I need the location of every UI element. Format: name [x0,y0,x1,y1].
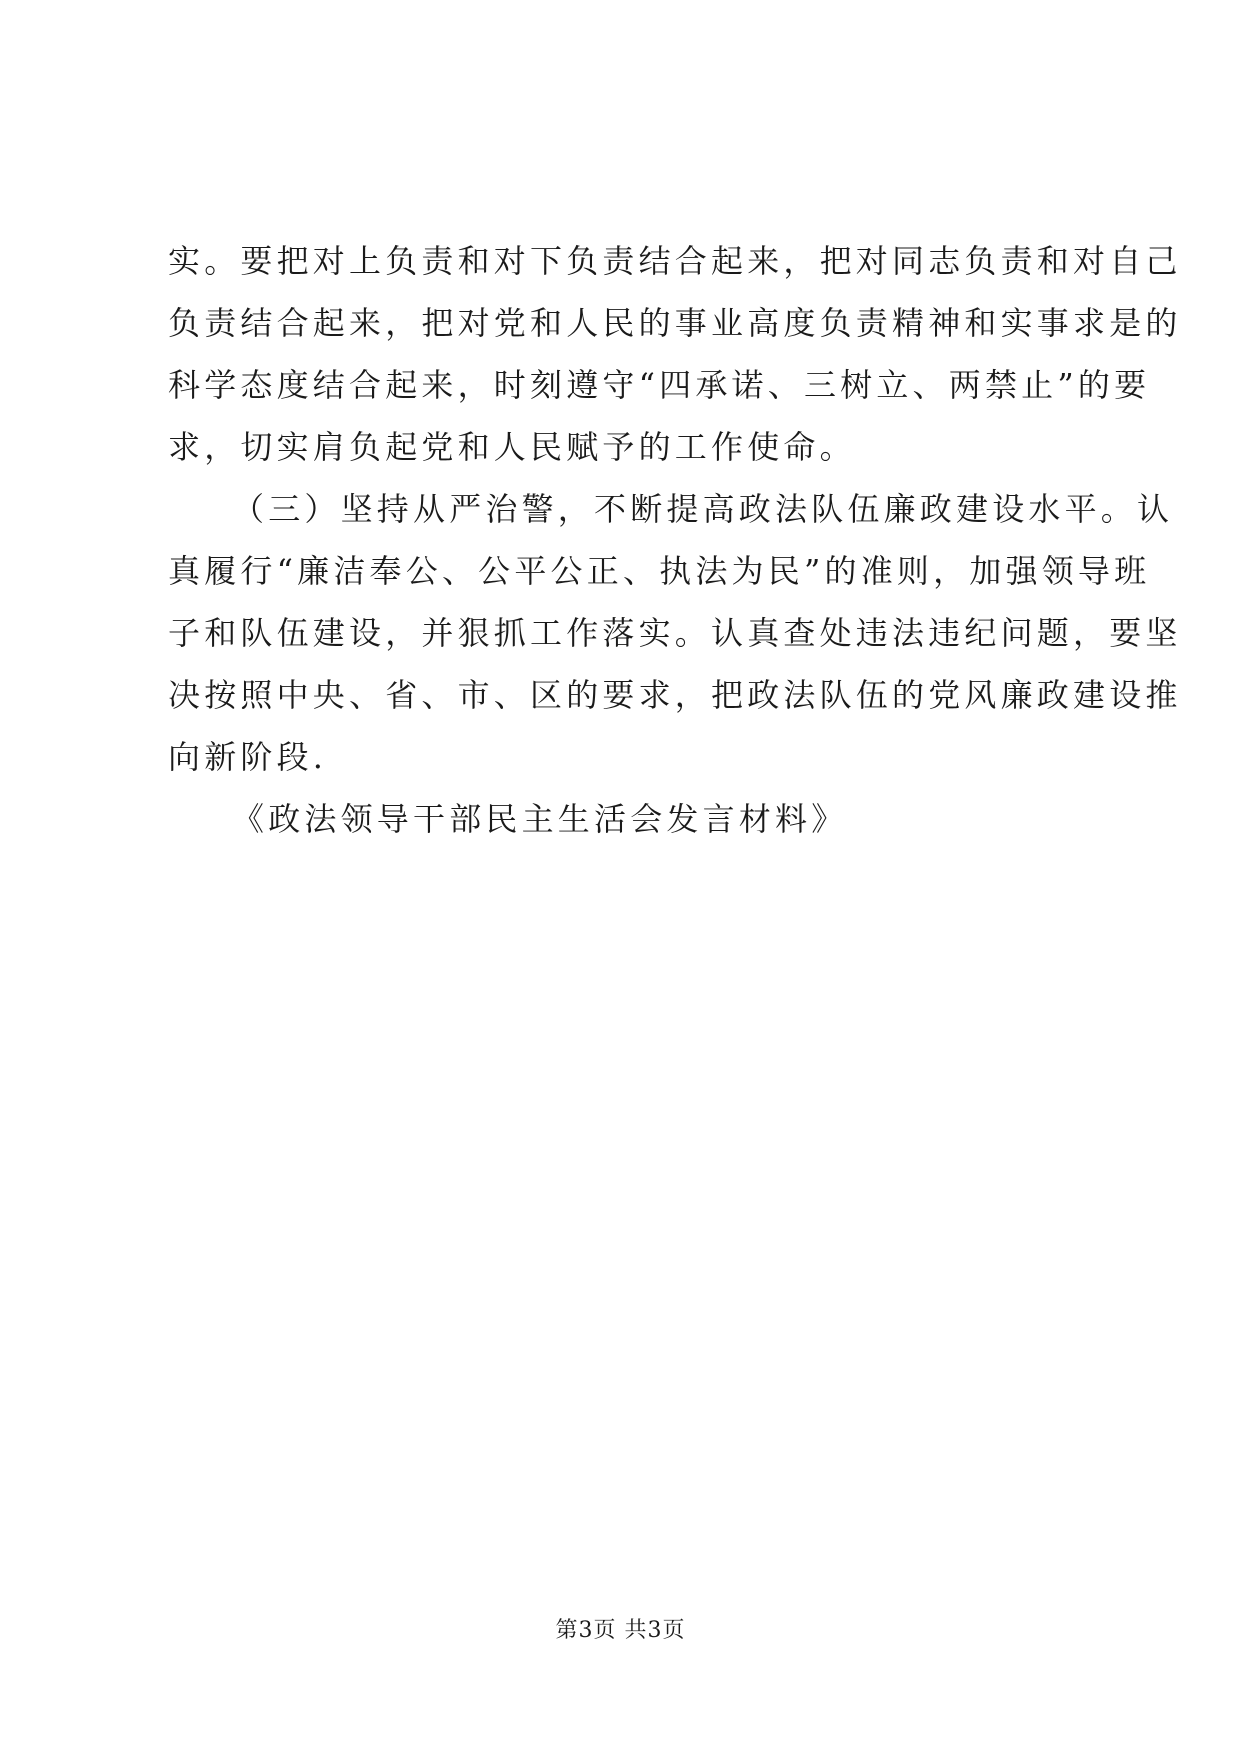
paragraph-2 [168,478,1182,788]
paragraph-line: 科学态度结合起来，时刻遵守“四承诺、三树立、两禁止”的要 [168,366,1151,404]
paragraph-line: 决按照中央、省、市、区的要求，把政法队伍的党风廉政建设推 [168,676,1182,714]
paragraph-line: 真履行“廉洁奉公、公平公正、执法为民”的准则，加强领导班 [168,552,1151,590]
closing-title: 《政法领导干部民主生活会发言材料》 [232,800,848,838]
paragraph-line: 实。要把对上负责和对下负责结合起来，把对同志负责和对自己 [168,242,1182,280]
page-indicator: 第3页 共3页 [555,1618,686,1643]
paragraph-line: （三）坚持从严治警，不断提高政法队伍廉政建设水平。认 [232,490,1174,528]
paragraph-line: 求，切实肩负起党和人民赋予的工作使命。 [168,428,856,466]
paragraph-line: 向新阶段. [168,738,328,776]
document-body [168,230,1182,850]
paragraph-1 [168,230,1182,478]
page-footer [0,1616,1241,1646]
paragraph-line: 负责结合起来，把对党和人民的事业高度负责精神和实事求是的 [168,304,1182,342]
paragraph-line: 子和队伍建设，并狠抓工作落实。认真查处违法违纪问题，要坚 [168,614,1182,652]
